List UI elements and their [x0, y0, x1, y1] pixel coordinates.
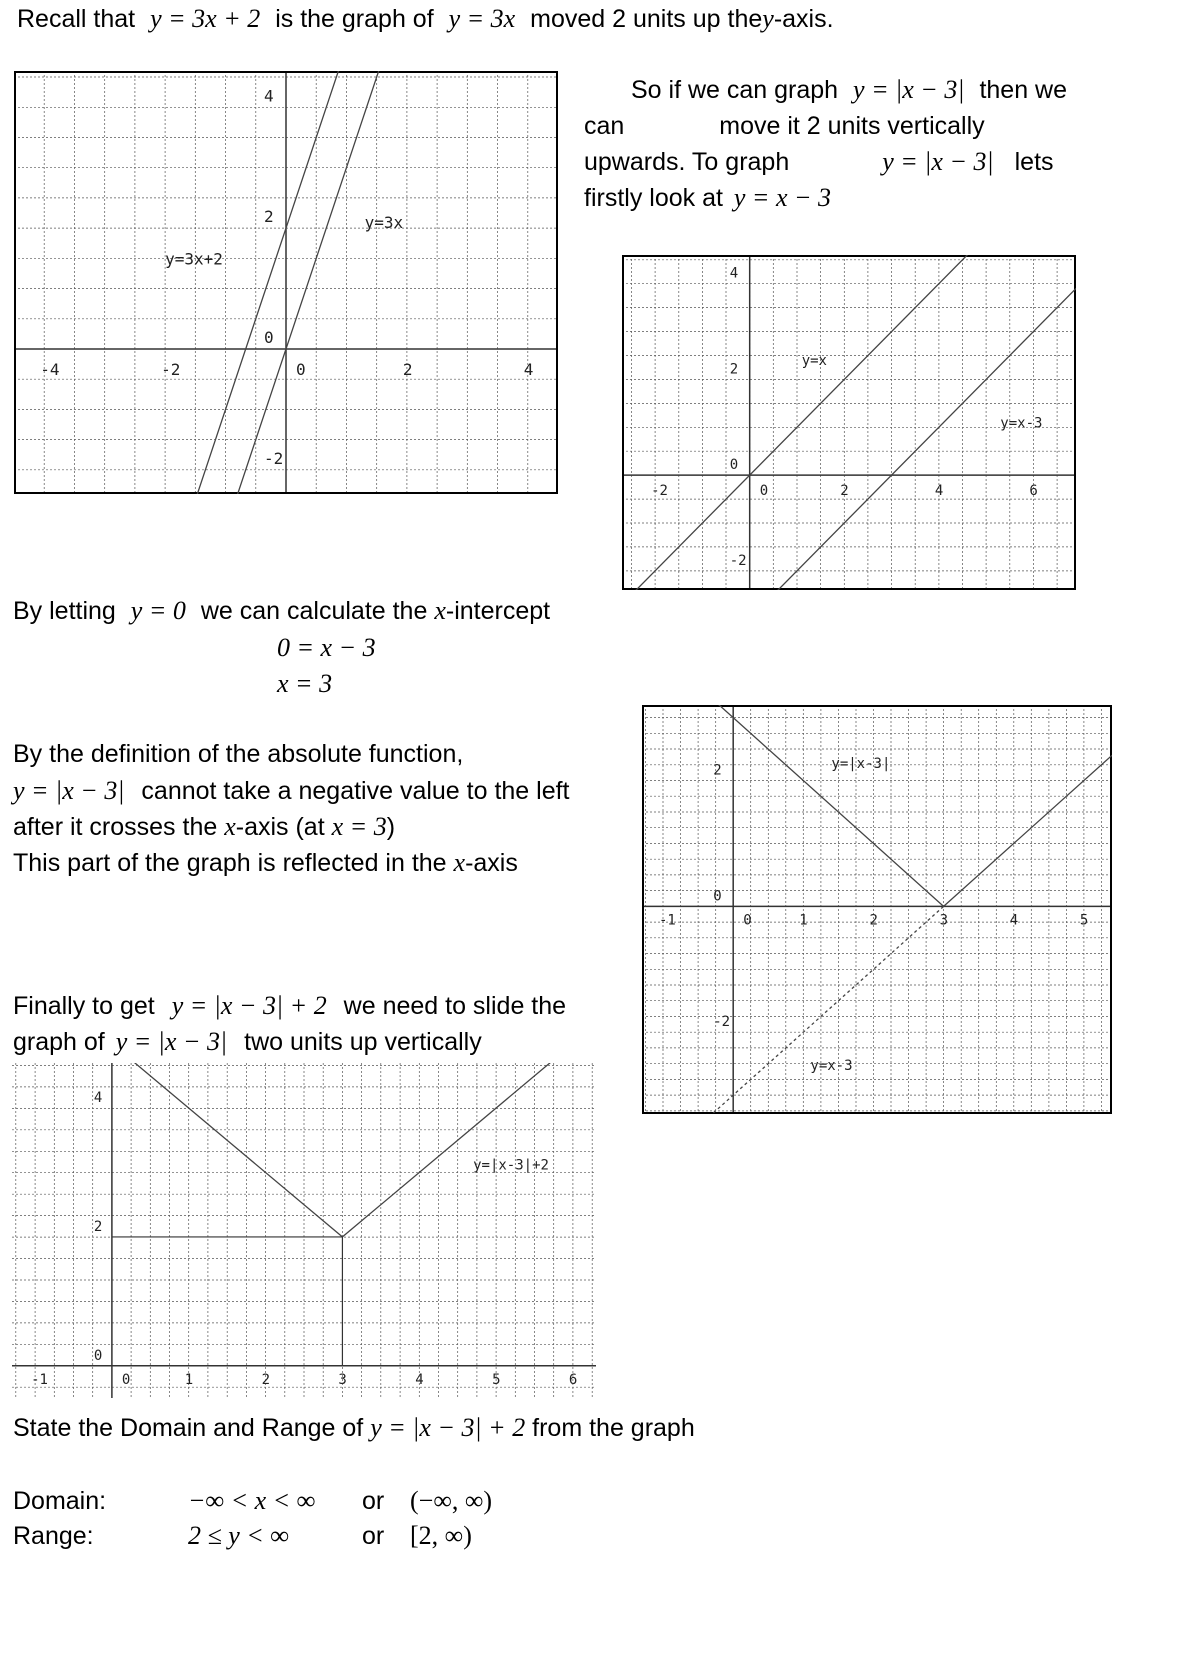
x-tick-label: 2: [402, 360, 413, 379]
domain-label: Domain:: [13, 1487, 107, 1515]
graph-abs-svg: [642, 705, 1112, 1114]
series-line-y=x-3: [622, 289, 1076, 591]
series-label: y=3x+2: [165, 249, 223, 269]
definition-line4: [13, 848, 518, 878]
x-tick-label: 1: [184, 1371, 194, 1388]
domain-or: or: [362, 1487, 385, 1515]
var-x: x: [224, 812, 236, 841]
x-tick-label: 0: [759, 483, 769, 500]
x-tick-label: 4: [523, 360, 534, 379]
x-tick-label: 4: [1009, 912, 1019, 929]
text: graph of: [13, 1028, 105, 1056]
eq-y3x: y = 3x: [448, 4, 516, 33]
x-tick-label: 6: [1029, 483, 1038, 500]
x-tick-label: 6: [568, 1371, 578, 1388]
y-tick-label: 2: [264, 207, 274, 227]
series-label: y=x: [801, 353, 827, 370]
eq-y3x2: y = 3x + 2: [150, 4, 261, 33]
text: -axis: [465, 849, 518, 877]
text: State the Domain and Range of: [13, 1414, 364, 1442]
intro-text-3: moved 2 units up the: [530, 5, 763, 33]
graph-yx-svg: [622, 255, 1076, 590]
text: move it 2 units vertically: [719, 112, 985, 140]
intercept-step2: x = 3: [277, 669, 333, 698]
x-tick-label: 0: [743, 912, 752, 929]
eq-abs: y = |x − 3|: [853, 75, 965, 104]
text: we can calculate the: [200, 597, 428, 625]
text: from the graph: [532, 1414, 695, 1442]
y-tick-label: -2: [713, 1014, 731, 1031]
series-line-y=|x-3|: [642, 705, 1112, 906]
y-tick-label: 2: [713, 762, 722, 779]
x-tick-label: -1: [31, 1371, 48, 1388]
text: This part of the graph is reflected in the: [13, 849, 447, 877]
y-tick-label: 2: [729, 361, 739, 378]
text: after it crosses the: [13, 813, 218, 841]
eq-y0: y = 0: [130, 596, 186, 625]
text: -axis (at: [235, 813, 325, 841]
y-tick-label: 4: [729, 265, 739, 282]
x-tick-label: 5: [1079, 912, 1089, 929]
text: So if we can graph: [631, 76, 839, 104]
graph-y3x: [14, 71, 558, 494]
y-tick-label: -2: [729, 552, 747, 569]
var-x: x: [453, 848, 466, 877]
series-label: y=|x-3|: [831, 755, 891, 772]
definition-line2: [13, 776, 570, 806]
y-tick-label: -2: [264, 448, 284, 468]
range-interval: [2, ∞): [410, 1521, 472, 1550]
y-tick-label: 0: [729, 457, 739, 474]
text: firstly look at: [584, 184, 723, 212]
x-tick-label: 2: [261, 1371, 271, 1388]
text: upwards. To graph: [584, 148, 790, 176]
range-or: or: [362, 1522, 385, 1550]
range-label: Range:: [13, 1522, 94, 1550]
graph-abs-plus2: [12, 1063, 596, 1398]
eq-x3: x = 3: [331, 812, 387, 841]
y-tick-label: 0: [93, 1347, 103, 1364]
domain-range-heading: [13, 1413, 695, 1443]
y-tick-label: 4: [264, 86, 274, 106]
x-tick-label: -4: [40, 360, 60, 379]
graph-y3x-svg: [14, 71, 558, 494]
definition-line1: By the definition of the absolute function,: [13, 740, 464, 768]
text: we need to slide the: [343, 992, 567, 1020]
definition-line3: [13, 812, 395, 842]
y-tick-label: 2: [93, 1218, 103, 1235]
x-tick-label: 2: [840, 483, 849, 500]
eq-abs: y = |x − 3|: [882, 147, 994, 176]
range-inequality: 2 ≤ y < ∞: [188, 1521, 289, 1550]
text: can: [584, 112, 625, 140]
text: lets: [1014, 148, 1054, 176]
domain-interval: (−∞, ∞): [410, 1486, 493, 1515]
x-tick-label: 1: [799, 912, 808, 929]
eq-abs: y = |x − 3|: [115, 1027, 228, 1056]
intro-text-4: -axis.: [773, 5, 834, 33]
intro-text-1: Recall that: [17, 5, 136, 33]
text: By letting: [13, 597, 116, 625]
abs-para-line4: [584, 183, 831, 213]
x-tick-label: 3: [338, 1371, 347, 1388]
text: ): [386, 813, 396, 841]
finally-line2: [13, 1027, 482, 1057]
series-label: y=3x: [364, 213, 404, 233]
intercept-step1: 0 = x − 3: [277, 633, 376, 662]
series-line-y=|x-3|+2: [12, 1063, 596, 1237]
intercept-line1: [13, 596, 550, 626]
x-tick-label: 0: [296, 360, 306, 379]
eq-yx3: y = x − 3: [733, 183, 832, 212]
x-tick-label: 3: [939, 912, 949, 929]
var-y: y: [762, 4, 774, 33]
text: two units up vertically: [244, 1028, 482, 1056]
text: then we: [979, 76, 1068, 104]
series-label: y=|x-3|+2: [473, 1157, 549, 1174]
eq-abs-plus2: y = |x − 3| + 2: [171, 991, 327, 1020]
x-tick-label: 2: [869, 912, 878, 929]
x-tick-label: -1: [659, 912, 676, 929]
domain-inequality: −∞ < x < ∞: [188, 1486, 316, 1515]
intro-text-2: is the graph of: [275, 5, 434, 33]
intro-line: [17, 4, 834, 34]
x-tick-label: 5: [492, 1371, 501, 1388]
text: -intercept: [445, 597, 551, 625]
x-tick-label: -2: [161, 360, 181, 379]
x-tick-label: 4: [934, 483, 944, 500]
series-label: y=x-3: [810, 1058, 853, 1074]
abs-para-line3: [584, 147, 1054, 177]
var-x: x: [434, 596, 446, 625]
y-tick-label: 0: [264, 328, 274, 347]
eq-abs-plus2: y = |x − 3| + 2: [370, 1413, 526, 1442]
abs-para-line2: [584, 111, 985, 141]
x-tick-label: -2: [651, 483, 668, 500]
finally-line1: [13, 991, 566, 1021]
x-tick-label: 0: [121, 1371, 131, 1388]
graph-abs: [642, 705, 1112, 1114]
text: Finally to get: [13, 992, 155, 1020]
abs-para-line1: [631, 75, 1067, 105]
graph-abs-plus2-svg: [12, 1063, 596, 1398]
text: cannot take a negative value to the left: [141, 777, 570, 805]
series-label: y=x-3: [1000, 415, 1043, 432]
graph-yx: [622, 255, 1076, 590]
eq-abs: y = |x − 3|: [13, 776, 125, 805]
y-tick-label: 4: [93, 1090, 103, 1107]
x-tick-label: 4: [415, 1371, 424, 1388]
y-tick-label: 0: [713, 888, 722, 905]
